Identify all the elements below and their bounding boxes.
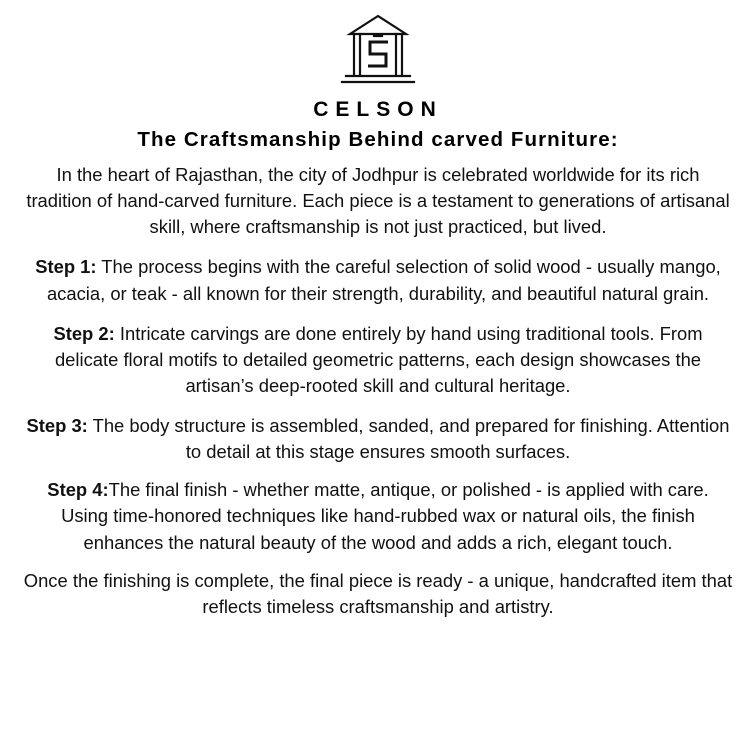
brand-logo — [330, 12, 426, 90]
step-text-4: The final finish - whether matte, antique, or polished - is applied with care. Using time-honored techniques like hand-rubbed wax or natural oils, the finish enhances the natural beauty of the wood and adds a rich, elegant touch. — [61, 479, 709, 553]
step-label-1: Step 1: — [35, 256, 97, 278]
closing-paragraph: Once the finishing is complete, the final piece is ready - a unique, handcrafted item that reflects timeless craftsmanship and artistry. — [23, 569, 733, 617]
step-text-1: The process begins with the careful selection of solid wood - usually mango, acacia, or teak - all known for their strength, durability, and beautiful natural grain. — [46, 256, 721, 304]
step-paragraph-3 — [22, 413, 734, 465]
step-paragraph-1 — [22, 254, 734, 306]
intro-paragraph: In the heart of Rajasthan, the city of Jodhpur is celebrated worldwide for its rich tradition of hand-carved furniture. Each piece is a testament to generations of artisanal skill, where craftsmanship is not just practiced, but lived. — [26, 164, 730, 238]
brand-name: CELSON — [313, 98, 443, 121]
step-text-3: The body structure is assembled, sanded, and prepared for finishing. Attention to detail at this stage ensures smooth surfaces. — [87, 415, 730, 463]
carved-furniture-monogram-icon — [330, 12, 426, 90]
step-text-2: Intricate carvings are done entirely by hand using traditional tools. From delicate floral motifs to detailed geometric patterns, each design showcases the artisan’s deep-rooted skill and cultural heritage. — [54, 322, 703, 396]
page-title: The Craftsmanship Behind carved Furniture: — [137, 128, 619, 151]
step-label-4: Step 4: — [47, 479, 109, 501]
step-label-3: Step 3: — [26, 415, 88, 436]
step-paragraph-4 — [22, 477, 734, 555]
step-label-2: Step 2: — [53, 322, 115, 344]
step-paragraph-2 — [22, 321, 734, 399]
